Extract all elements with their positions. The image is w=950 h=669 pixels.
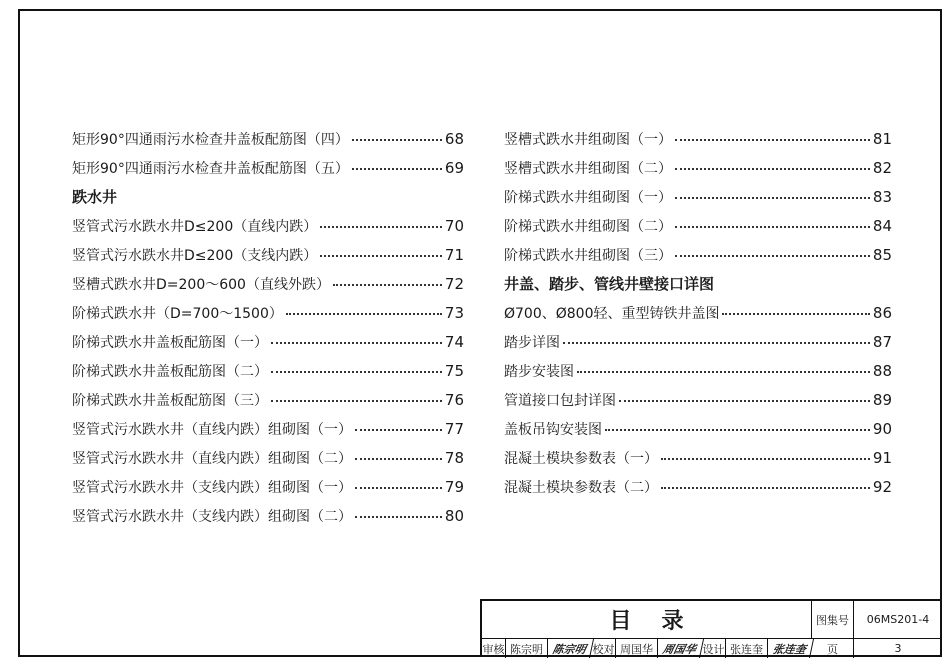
entry-page-number: 91 — [872, 448, 892, 467]
dot-leader — [355, 429, 442, 431]
entry-title: 阶梯式跌水井组砌图（一） — [504, 189, 672, 206]
entry-page-number: 83 — [872, 187, 892, 206]
reviewer-name: 陈宗明 — [506, 639, 548, 658]
entry-title: 竖管式污水跌水井（直线内跌）组砌图（二） — [72, 450, 352, 467]
contents-entry — [72, 269, 464, 298]
section-heading — [504, 269, 892, 298]
dot-leader — [355, 516, 442, 518]
checker-name: 周国华 — [616, 639, 658, 658]
entry-title: 矩形90°四通雨污水检查井盖板配筋图（五） — [72, 160, 349, 177]
page-label: 页 — [812, 639, 854, 658]
entry-page-number: 80 — [444, 506, 464, 525]
entry-title: 阶梯式跌水井（D=700～1500） — [72, 305, 283, 322]
contents-entry — [72, 414, 464, 443]
dot-leader — [333, 284, 442, 286]
dot-leader — [271, 342, 442, 344]
entry-page-number: 77 — [444, 419, 464, 438]
contents-entry — [504, 356, 892, 385]
dot-leader — [271, 400, 442, 402]
dot-leader — [286, 313, 442, 315]
entry-page-number: 68 — [444, 129, 464, 148]
contents-entry — [504, 385, 892, 414]
dot-leader — [675, 168, 870, 170]
entry-title: 竖槽式跌水井组砌图（一） — [504, 131, 672, 148]
contents-entry — [72, 298, 464, 327]
dot-leader — [619, 400, 870, 402]
section-heading — [72, 182, 464, 211]
dot-leader — [352, 168, 442, 170]
review-label: 审核 — [482, 639, 506, 658]
contents-entry — [72, 124, 464, 153]
entry-page-number: 72 — [444, 274, 464, 293]
entry-title: 竖管式污水跌水井（直线内跌）组砌图（一） — [72, 421, 352, 438]
dot-leader — [271, 371, 442, 373]
dot-leader — [675, 139, 870, 141]
dot-leader — [675, 226, 870, 228]
contents-entry — [504, 153, 892, 182]
contents-entry — [72, 327, 464, 356]
design-label: 设计 — [702, 639, 726, 658]
entry-title: 竖管式污水跌水井（支线内跌）组砌图（一） — [72, 479, 352, 496]
contents-entry — [504, 414, 892, 443]
section-heading-title: 跌水井 — [72, 188, 118, 206]
dot-leader — [675, 197, 870, 199]
entry-title: 管道接口包封详图 — [504, 392, 616, 409]
entry-title: 阶梯式跌水井盖板配筋图（二） — [72, 363, 268, 380]
entry-page-number: 87 — [872, 332, 892, 351]
entry-page-number: 69 — [444, 158, 464, 177]
entry-title: 踏步详图 — [504, 334, 560, 351]
entry-title: 阶梯式跌水井组砌图（三） — [504, 247, 672, 264]
entry-page-number: 70 — [444, 216, 464, 235]
entry-title: 竖槽式跌水井D=200～600（直线外跌） — [72, 276, 330, 293]
dot-leader — [320, 226, 442, 228]
entry-title: 混凝土模块参数表（二） — [504, 479, 658, 496]
designer-name: 张连奎 — [726, 639, 768, 658]
entry-title: 盖板吊钩安装图 — [504, 421, 602, 438]
entry-title: Ø700、Ø800轻、重型铸铁井盖图 — [504, 305, 720, 322]
contents-entry — [504, 472, 892, 501]
contents-entry — [504, 443, 892, 472]
dot-leader — [722, 313, 869, 315]
contents-entry — [72, 153, 464, 182]
title-block-title: 目录 — [482, 601, 812, 639]
atlas-number: 06MS201-4 — [854, 601, 942, 639]
entry-title: 竖槽式跌水井组砌图（二） — [504, 160, 672, 177]
section-heading-title: 井盖、踏步、管线井壁接口详图 — [504, 275, 715, 293]
dot-leader — [355, 487, 442, 489]
entry-page-number: 85 — [872, 245, 892, 264]
check-label: 校对 — [592, 639, 616, 658]
entry-title: 阶梯式跌水井组砌图（二） — [504, 218, 672, 235]
dot-leader — [320, 255, 442, 257]
entry-page-number: 84 — [872, 216, 892, 235]
entry-page-number: 86 — [872, 303, 892, 322]
entry-title: 矩形90°四通雨污水检查井盖板配筋图（四） — [72, 131, 349, 148]
entry-title: 阶梯式跌水井盖板配筋图（三） — [72, 392, 268, 409]
entry-page-number: 74 — [444, 332, 464, 351]
contents-entry — [504, 240, 892, 269]
contents-entry — [72, 472, 464, 501]
entry-page-number: 76 — [444, 390, 464, 409]
contents-entry — [72, 443, 464, 472]
contents-entry — [504, 327, 892, 356]
entry-page-number: 78 — [444, 448, 464, 467]
reviewer-signature: 陈宗明 — [546, 639, 594, 658]
dot-leader — [563, 342, 870, 344]
dot-leader — [661, 458, 870, 460]
contents-entry — [504, 298, 892, 327]
entry-page-number: 75 — [444, 361, 464, 380]
title-block — [480, 599, 942, 657]
entry-title: 踏步安装图 — [504, 363, 574, 380]
entry-page-number: 71 — [444, 245, 464, 264]
page-number: 3 — [894, 642, 902, 655]
dot-leader — [661, 487, 870, 489]
entry-page-number: 82 — [872, 158, 892, 177]
entry-title: 竖管式污水跌水井D≤200（直线内跌） — [72, 218, 318, 235]
contents-entry — [504, 211, 892, 240]
atlas-number-label: 图集号 — [812, 601, 854, 639]
entry-page-number: 90 — [872, 419, 892, 438]
entry-page-number: 89 — [872, 390, 892, 409]
contents-entry — [72, 211, 464, 240]
contents-entry — [72, 240, 464, 269]
entry-page-number: 79 — [444, 477, 464, 496]
dot-leader — [675, 255, 870, 257]
dot-leader — [355, 458, 442, 460]
entry-page-number: 92 — [872, 477, 892, 496]
entry-title: 阶梯式跌水井盖板配筋图（一） — [72, 334, 268, 351]
contents-entry — [72, 501, 464, 530]
checker-signature: 周国华 — [656, 639, 704, 658]
contents-entry — [72, 385, 464, 414]
contents-entry — [504, 182, 892, 211]
entry-page-number: 73 — [444, 303, 464, 322]
contents-entry — [72, 356, 464, 385]
entry-page-number: 88 — [872, 361, 892, 380]
designer-signature: 张连奎 — [766, 639, 814, 658]
contents-right-column — [504, 124, 892, 501]
dot-leader — [352, 139, 442, 141]
contents-left-column — [72, 124, 464, 530]
entry-title: 竖管式污水跌水井（支线内跌）组砌图（二） — [72, 508, 352, 525]
entry-title: 混凝土模块参数表（一） — [504, 450, 658, 467]
contents-entry — [504, 124, 892, 153]
entry-page-number: 81 — [872, 129, 892, 148]
entry-title: 竖管式污水跌水井D≤200（支线内跌） — [72, 247, 318, 264]
dot-leader — [577, 371, 870, 373]
dot-leader — [605, 429, 870, 431]
